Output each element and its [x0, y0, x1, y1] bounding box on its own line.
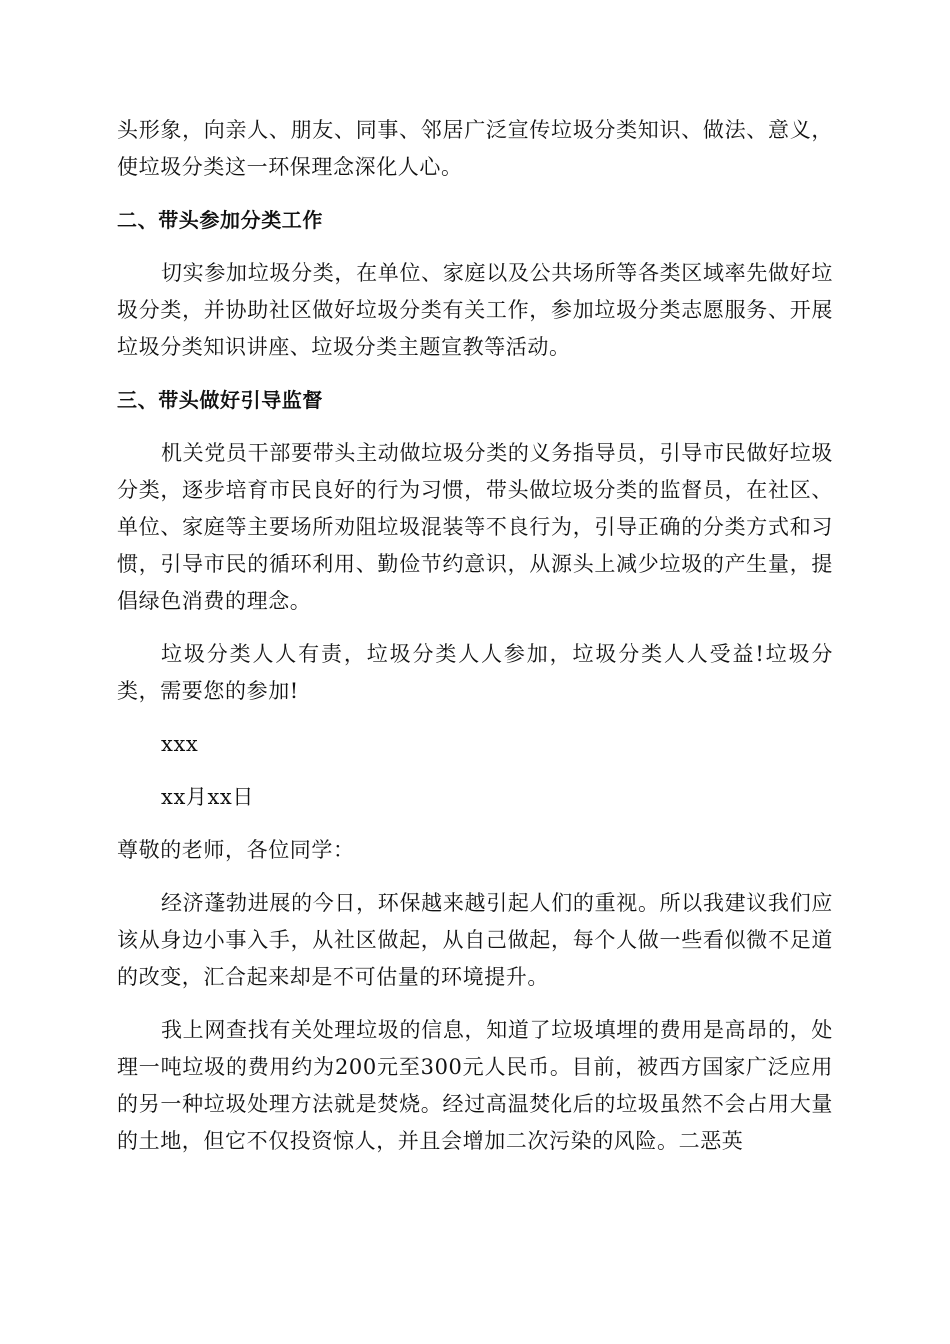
paragraph-intro: 经济蓬勃进展的今日，环保越来越引起人们的重视。所以我建议我们应该从身边小事入手，从社区做起，从自己做起，每个人做一些看似微不足道的改变，汇合起来却是不可估量的环境提升。	[117, 891, 833, 989]
signature-date: xx月xx日	[161, 785, 254, 809]
paragraph-garbage-disposal: 我上网查找有关处理垃圾的信息，知道了垃圾填埋的费用是高昂的，处理一吨垃圾的费用约为200元至300元人民币。目前，被西方国家广泛应用的另一种垃圾处理方法就是焚烧。经过高温焚化后的垃圾虽然不会占用大量的土地，但它不仅投资惊人，并且会增加二次污染的风险。二恶英	[117, 1018, 833, 1153]
paragraph-continuation: 头形象，向亲人、朋友、同事、邻居广泛宣传垃圾分类知识、做法、意义，使垃圾分类这一环保理念深化人心。	[117, 118, 833, 179]
signature-name: xxx	[161, 732, 199, 756]
section-heading-3: 三、带头做好引导监督	[117, 388, 323, 412]
section-heading-2: 二、带头参加分类工作	[117, 208, 323, 232]
document-page	[117, 112, 833, 1176]
salutation: 尊敬的老师，各位同学：	[117, 838, 355, 862]
paragraph-section-3: 机关党员干部要带头主动做垃圾分类的义务指导员，引导市民做好垃圾分类，逐步培育市民良好的行为习惯，带头做垃圾分类的监督员，在社区、单位、家庭等主要场所劝阻垃圾混装等不良行为，引导正确的分类方式和习惯，引导市民的循环利用、勤俭节约意识，从源头上减少垃圾的产生量，提倡绿色消费的理念。	[117, 441, 833, 613]
paragraph-section-2: 切实参加垃圾分类，在单位、家庭以及公共场所等各类区域率先做好垃圾分类，并协助社区做好垃圾分类有关工作，参加垃圾分类志愿服务、开展垃圾分类知识讲座、垃圾分类主题宣教等活动。	[117, 261, 833, 359]
paragraph-closing-appeal: 垃圾分类人人有责，垃圾分类人人参加，垃圾分类人人受益!垃圾分类，需要您的参加!	[117, 642, 833, 703]
